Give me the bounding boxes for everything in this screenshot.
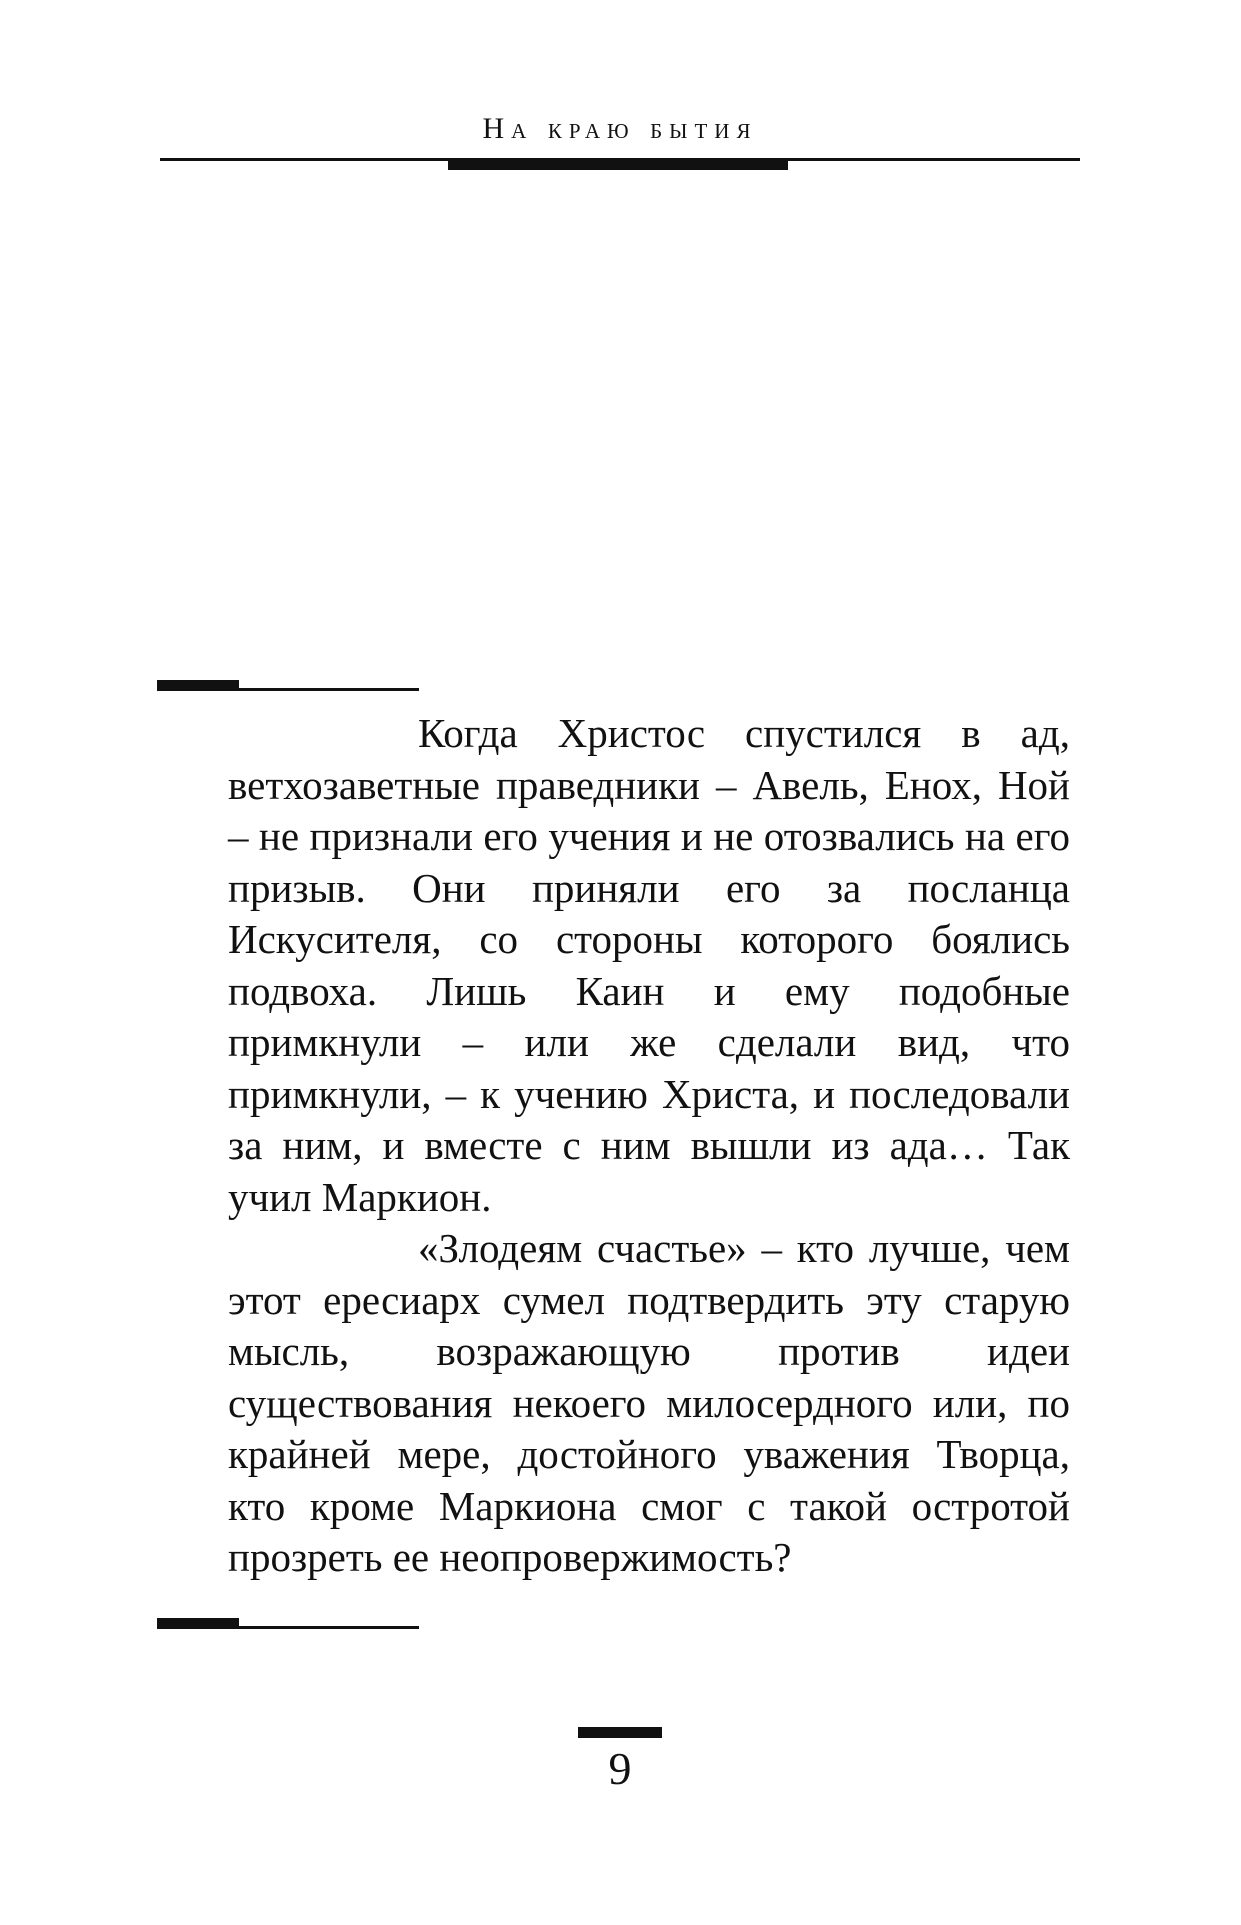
- section-mark-bottom-line: [239, 1626, 419, 1629]
- body-text: [228, 708, 1070, 1584]
- header-rule-accent: [448, 159, 788, 170]
- section-mark-top-line: [239, 688, 419, 691]
- paragraph-1: Когда Христос спустился в ад, ветхозаветные праведники – Авель, Енох, Ной – не признали его учения и не отозвались на его призыв. Они приняли его за посланца Искусителя, со стороны которого боялись подвоха. Лишь Каин и ему подобные примкнули – или же сделали вид, что примкнули, – к учению Христа, и последовали за ним, и вместе с ним вышли из ада… Так учил Маркион.: [228, 710, 1070, 1220]
- running-head: На краю бытия: [482, 112, 758, 145]
- paragraph-2: «Злодеям счастье» – кто лучше, чем этот ересиарх сумел подтвердить эту старую мысль, возражающую против идеи существования некоего милосердного или, по крайней мере, достойного уважения Творца, кто кроме Маркиона смог с такой остротой прозреть ее неопровержимость?: [228, 1225, 1070, 1580]
- page-number-bar: [578, 1727, 662, 1738]
- section-mark-top-bar: [157, 680, 239, 691]
- section-mark-bottom-bar: [157, 1618, 239, 1629]
- page-number: 9: [608, 1743, 632, 1794]
